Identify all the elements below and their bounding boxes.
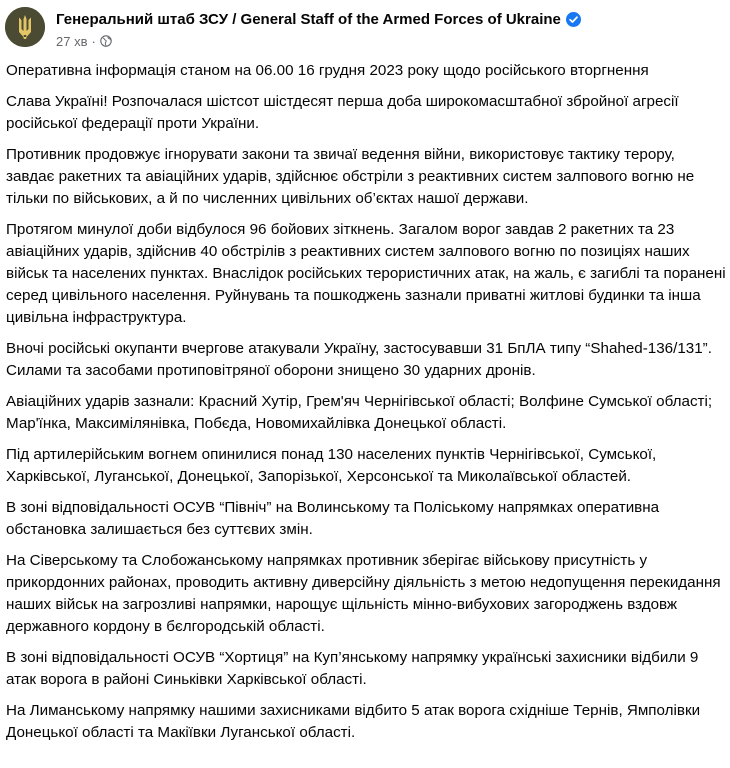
tryzub-avatar-icon	[5, 7, 45, 47]
author-name[interactable]: Генеральний штаб ЗСУ / General Staff of the Armed Forces of Ukraine	[56, 10, 561, 28]
post-paragraph: Оперативна інформація станом на 06.00 16 грудня 2023 року щодо російського вторгнення	[6, 62, 649, 79]
author-line	[56, 9, 581, 29]
post-paragraph: Вночі російські окупанти вчергове атакували Україну, застосувавши 31 БпЛА типу “Shahed-136/131”. Силами та засобами протиповітряної оборони знищено 30 ударних дронів.	[6, 340, 712, 379]
post-paragraph: Під артилерійським вогнем опинилися понад 130 населених пунктів Чернігівської, Сумської, Харківської, Луганської, Донецької, Запорізької, Херсонської та Миколаївської областей.	[6, 446, 657, 485]
post-header	[0, 0, 730, 60]
post-paragraph: Авіаційних ударів зазнали: Красний Хутір, Грем'яч Чернігівської області; Волфине Сумської області; Мар'їнка, Максимілянівка, Побєда, Новомихайлівка Донецької області.	[6, 393, 713, 432]
post-paragraph: Протягом минулої доби відбулося 96 бойових зіткнень. Загалом ворог завдав 2 ракетних та 23 авіаційних ударів, здійснив 40 обстрілів з реактивних систем залпового вогню по позиціях наших військ та населених пунктах. Внаслідок російських терористичних атак, на жаль, є загиблі та поранені серед цивільного населення. Руйнувань та пошкоджень зазнали приватні житлові будинки та інша цивільна інфраструктура.	[6, 221, 726, 326]
post-paragraph: В зоні відповідальності ОСУВ “Хортиця” на Куп’янському напрямку українські захисники відбили 9 атак ворога в районі Синьківки Харківської області.	[6, 649, 699, 688]
post-paragraph: Противник продовжує ігнорувати закони та звичаї ведення війни, використовує тактику терору, завдає ракетних та авіаційних ударів, здійснює обстріли з реактивних систем залпового вогню не тільки по військових, а й по численних цивільних об’єктах нашої держави.	[6, 146, 695, 207]
globe-icon[interactable]	[100, 35, 112, 47]
post-body	[6, 60, 726, 753]
meta-separator: ·	[91, 33, 96, 49]
post-paragraph: Слава Україні! Розпочалася шістсот шістдесят перша доба широкомасштабної збройної агресії російської федерації проти України.	[6, 93, 679, 132]
post-paragraph: На Сіверському та Слобожанському напрямках противник зберігає військову присутність у прикордонних районах, проводить активну диверсійну діяльність з метою недопущення перекидання наших військ на загрозливі напрямки, нарощує щільність мінно-вибухових загороджень вздовж державного кордону в бєлгородській області.	[6, 552, 721, 635]
post-paragraph: На Лиманському напрямку нашими захисниками відбито 5 атак ворога східніше Тернів, Ямполівки Донецької області та Макіївки Луганської області.	[6, 702, 701, 741]
post-timestamp[interactable]: 27 хв	[56, 33, 88, 49]
verified-badge-icon	[566, 12, 581, 27]
page-avatar[interactable]	[5, 7, 45, 47]
post-paragraph: В зоні відповідальності ОСУВ “Північ” на Волинському та Поліському напрямках оперативна обстановка залишається без суттєвих змін.	[6, 499, 660, 538]
post-meta	[56, 33, 112, 49]
